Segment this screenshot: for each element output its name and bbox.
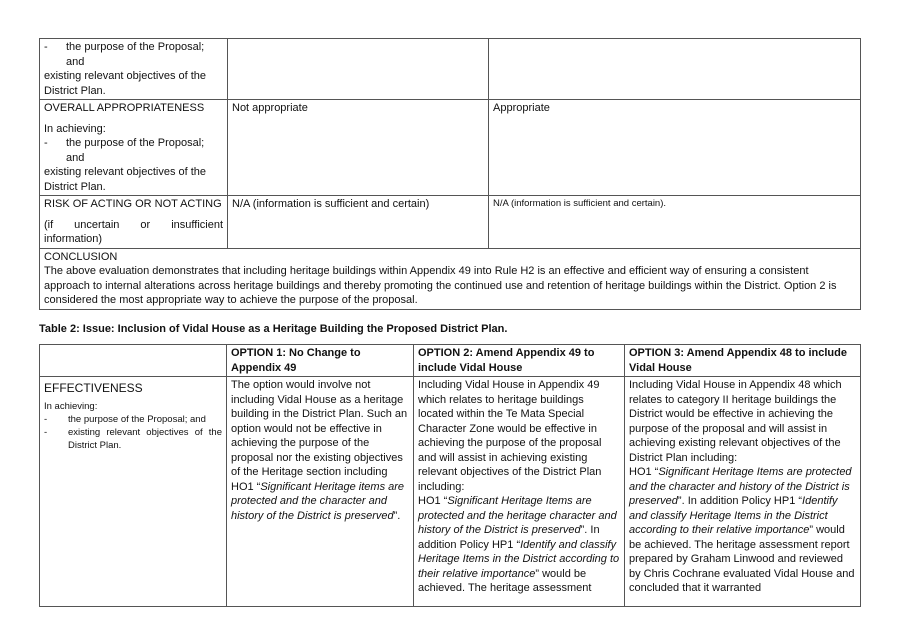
option2-effectiveness [414, 377, 625, 607]
hp1-quote: Identify and classify Heritage Items in the District according to their relative importance [629, 495, 838, 536]
option1-text: The option would involve not including Vidal House as a heritage building in the District Plan. Such an option would not be effective in achieving the purpose of the proposal nor the existing objectives of the Heritage section including HO1 “ [231, 379, 408, 493]
table-row [40, 39, 861, 100]
option3-text: Including Vidal House in Appendix 48 which relates to category II heritage buildings the District would be effective in achieving the purpose of the proposal and will assist in achieving existing relevant objectives of the District Plan including: [629, 379, 842, 464]
conclusion-text: The above evaluation demonstrates that including heritage buildings within Appendix 49 into Rule H2 is an effective and efficient way of ensuring a consistent approach to internal alterations across heritage buildings and thereby promoting the continued use and retention of heritage buildings within the District. Option 2 is considered the most appropriate way to achieve the purpose of the proposal. [44, 265, 837, 306]
criteria-cell [40, 196, 228, 249]
ho1-quote: Significant Heritage Items are protected and the heritage character and history of the District is preserved [418, 495, 617, 536]
option2-text: Including Vidal House in Appendix 49 which relates to heritage buildings located within the Te Mata Special Character Zone would be effective in achieving the purpose of the proposal and will assist in achieving existing relevant objectives of the District Plan including: [418, 379, 602, 493]
existing-objectives-text: existing relevant objectives of the District Plan. [44, 70, 207, 97]
existing-objectives-text: existing relevant objectives of the District Plan. [44, 166, 207, 193]
conclusion-heading: CONCLUSION [44, 250, 118, 263]
option1-appropriateness: Not appropriate [228, 100, 489, 196]
risk-heading: RISK OF ACTING OR NOT ACTING [44, 198, 222, 210]
option1-cell [228, 39, 489, 100]
criteria-cell: OVERALL APPROPRIATENESS In achieving: - the purpose of the Proposal; and existing relevant objectives of the District Plan. [40, 100, 228, 196]
and-text: and [66, 151, 85, 164]
table-row [40, 196, 861, 249]
purpose-bullet: the purpose of the Proposal; [66, 137, 205, 149]
quote-end: ”. [393, 509, 401, 522]
table-row [40, 100, 861, 196]
ho1-suffix: ”. In addition Policy HP1 “ [418, 524, 600, 551]
option2-header: OPTION 2: Amend Appendix 49 to include Vidal House [414, 345, 625, 377]
evaluation-table-1 [39, 38, 861, 310]
ho1-prefix: HO1 “ [418, 495, 448, 507]
risk-note: (if uncertain or insufficient information) [44, 218, 223, 245]
objectives-bullet: existing relevant objectives of the District Plan. [68, 427, 222, 451]
ho1-quote: Significant Heritage Items are protected and the character and history of the District is preserved [629, 466, 852, 507]
option1-risk: N/A (information is sufficient and certain) [228, 196, 489, 249]
table-header-row [40, 345, 861, 377]
effectiveness-criteria-cell: EFFECTIVENESS In achieving: - the purpose of the Proposal; and - existing relevant objectives of the District Plan. [40, 377, 227, 607]
evaluation-table-2 [39, 344, 861, 607]
hp1-quote: Identify and classify Heritage Items in the District according to their relative importance [418, 538, 620, 580]
option2-risk: N/A (information is sufficient and certain). [489, 196, 861, 249]
option1-effectiveness [227, 377, 414, 607]
in-achieving-label: In achieving: [44, 122, 106, 135]
hp1-suffix: ” would be achieved. The heritage assessment [418, 567, 592, 594]
purpose-bullet: the purpose of the Proposal; [66, 41, 205, 53]
option3-header: OPTION 3: Amend Appendix 48 to include Vidal House [625, 345, 861, 377]
criteria-cell: - the purpose of the Proposal; and existing relevant objectives of the District Plan. [40, 39, 228, 100]
table-row [40, 377, 861, 607]
overall-appropriateness-heading: OVERALL APPROPRIATENESS [44, 102, 205, 114]
table-row [40, 248, 861, 309]
option1-header: OPTION 1: No Change to Appendix 49 [227, 345, 414, 377]
header-blank-cell [40, 345, 227, 377]
ho1-suffix: ”. In addition Policy HP1 “ [677, 495, 803, 507]
option2-appropriateness: Appropriate [489, 100, 861, 196]
ho1-prefix: HO1 “ [629, 466, 659, 478]
in-achieving-label: In achieving: [44, 401, 98, 412]
option2-cell [489, 39, 861, 100]
ho1-quote: Significant Heritage items are protected and the character and history of the District is preserved [231, 480, 405, 522]
effectiveness-heading: EFFECTIVENESS [44, 381, 143, 395]
conclusion-cell [40, 248, 861, 309]
hp1-suffix: ” would be achieved. The heritage assessment report prepared by Graham Linwood and reviewed by Chris Cochrane evaluated Vidal House and concluded that it warranted [629, 524, 855, 594]
option3-effectiveness [625, 377, 861, 607]
and-text: and [66, 55, 85, 68]
table2-caption: Table 2: Issue: Inclusion of Vidal House as a Heritage Building the Proposed District Plan. [39, 323, 508, 335]
purpose-bullet: the purpose of the Proposal; and [68, 414, 206, 425]
